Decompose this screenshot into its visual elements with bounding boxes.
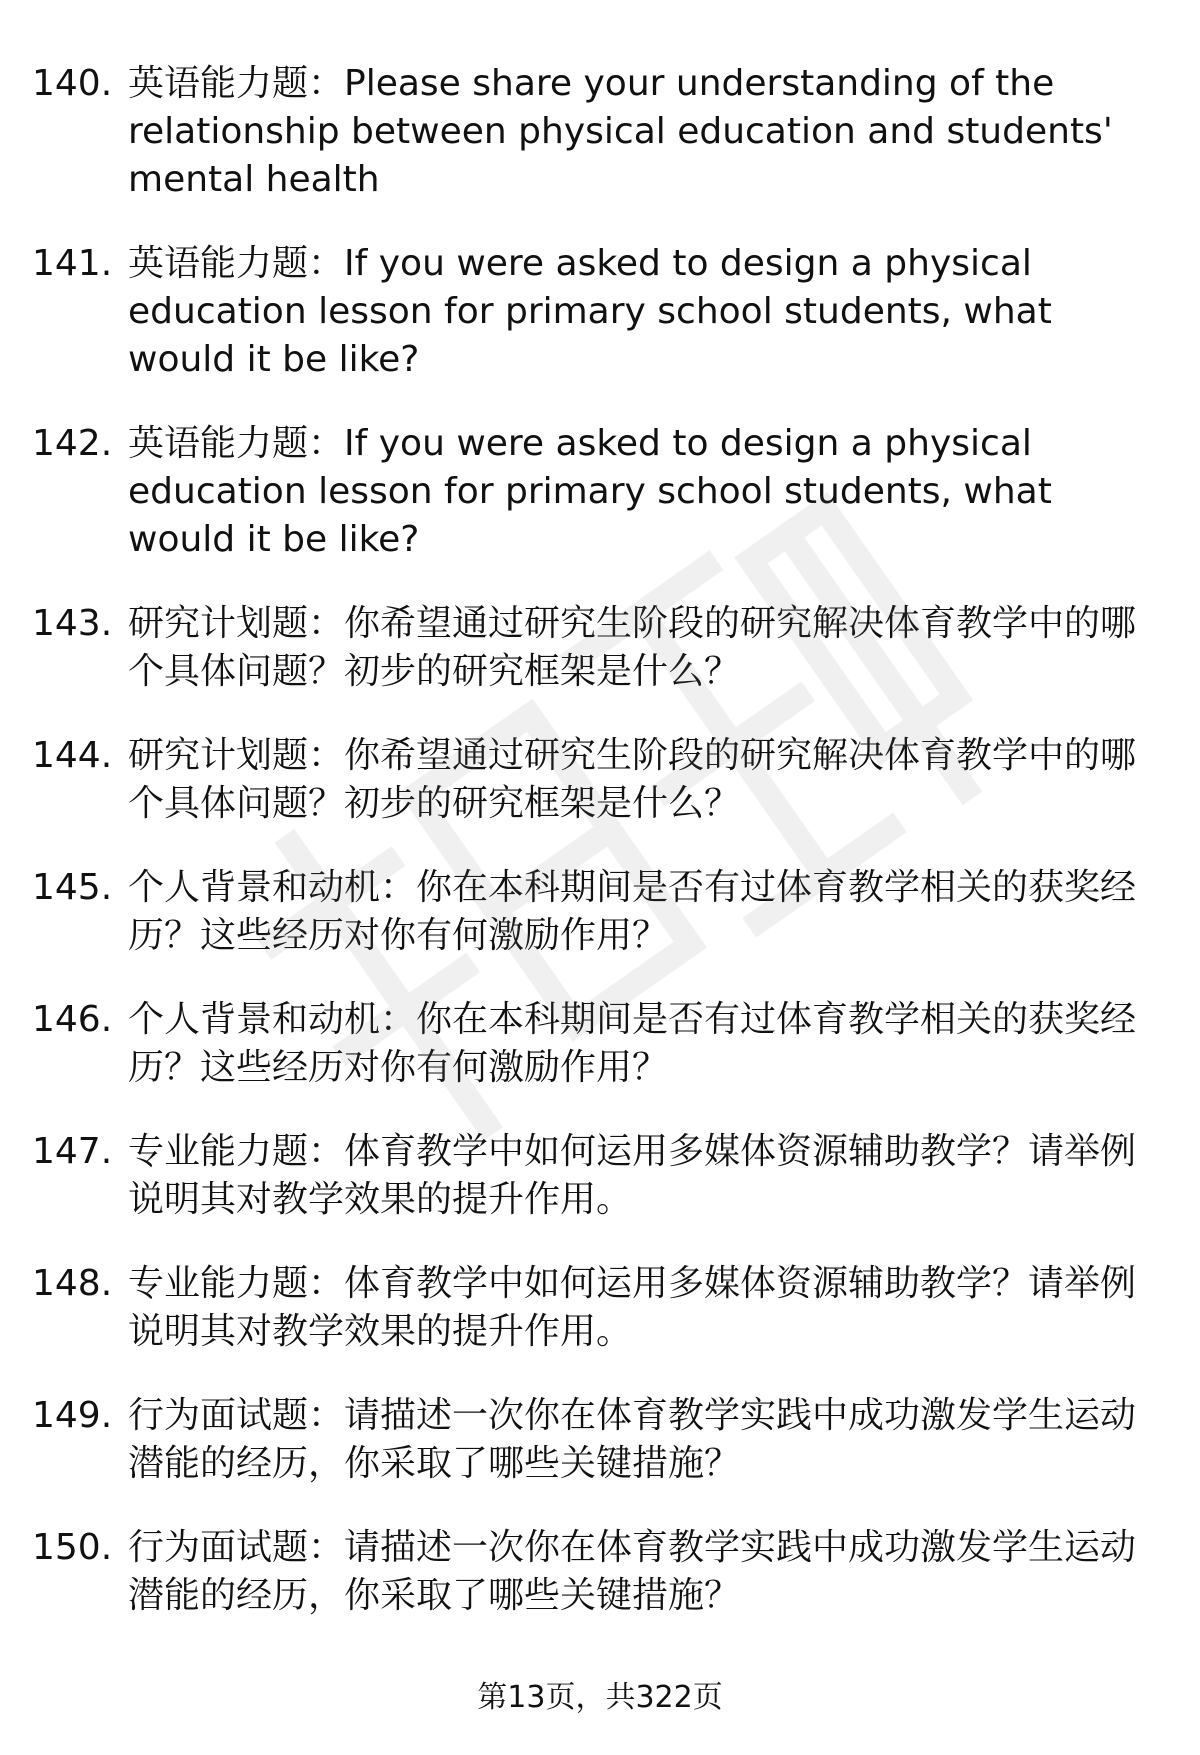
question-number: 149.	[32, 1395, 113, 1436]
question-item	[32, 864, 1162, 960]
question-item	[32, 1128, 1162, 1224]
question-item	[32, 1524, 1162, 1620]
question-item	[32, 420, 1162, 564]
question-text: 专业能力题：体育教学中如何运用多媒体资源辅助教学？请举例说明其对教学效果的提升作用。	[128, 1263, 1137, 1352]
question-item	[32, 1392, 1162, 1488]
question-number: 148.	[32, 1263, 113, 1304]
question-text: 英语能力题：If you were asked to design a physical education lesson for primary school students, what would it be like?	[128, 243, 1052, 380]
question-text: 个人背景和动机：你在本科期间是否有过体育教学相关的获奖经历？这些经历对你有何激励作用？	[128, 867, 1137, 956]
question-item	[32, 732, 1162, 828]
question-text: 研究计划题：你希望通过研究生阶段的研究解决体育教学中的哪个具体问题？初步的研究框架是什么？	[128, 603, 1137, 692]
question-item	[32, 60, 1162, 204]
question-text: 英语能力题：If you were asked to design a physical education lesson for primary school students, what would it be like?	[128, 423, 1052, 560]
question-text: 英语能力题：Please share your understanding of the relationship between physical education and students' mental health	[128, 63, 1113, 200]
question-number: 144.	[32, 735, 113, 776]
question-item	[32, 600, 1162, 696]
question-number: 143.	[32, 603, 113, 644]
question-item	[32, 1260, 1162, 1356]
question-item	[32, 240, 1162, 384]
question-text: 研究计划题：你希望通过研究生阶段的研究解决体育教学中的哪个具体问题？初步的研究框架是什么？	[128, 735, 1137, 824]
page-footer: 第13页，共322页	[477, 1680, 723, 1715]
question-text: 行为面试题：请描述一次你在体育教学实践中成功激发学生运动潜能的经历，你采取了哪些关键措施？	[128, 1395, 1137, 1484]
question-number: 145.	[32, 867, 113, 908]
question-number: 146.	[32, 999, 113, 1040]
question-number: 141.	[32, 243, 113, 284]
question-number: 142.	[32, 423, 113, 464]
question-number: 140.	[32, 63, 113, 104]
question-text: 行为面试题：请描述一次你在体育教学实践中成功激发学生运动潜能的经历，你采取了哪些关键措施？	[128, 1527, 1137, 1616]
question-text: 专业能力题：体育教学中如何运用多媒体资源辅助教学？请举例说明其对教学效果的提升作用。	[128, 1131, 1137, 1220]
question-list	[32, 60, 1162, 1656]
question-number: 147.	[32, 1131, 113, 1172]
question-number: 150.	[32, 1527, 113, 1568]
question-item	[32, 996, 1162, 1092]
question-text: 个人背景和动机：你在本科期间是否有过体育教学相关的获奖经历？这些经历对你有何激励作用？	[128, 999, 1137, 1088]
